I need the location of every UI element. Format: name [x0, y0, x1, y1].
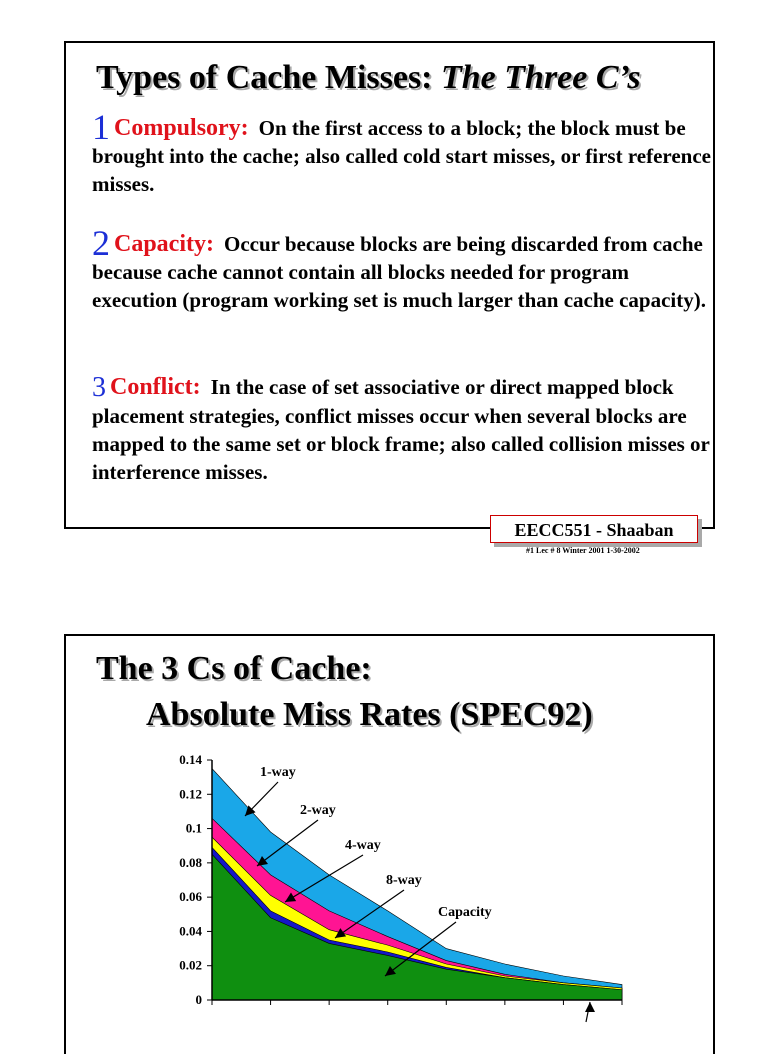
y-tick-label: 0.06 — [179, 889, 202, 905]
y-tick-label: 0 — [195, 992, 202, 1007]
title-main: Types of Cache Misses: — [96, 59, 433, 96]
item-number: 3 — [92, 372, 106, 403]
y-tick-label: 0.12 — [179, 786, 202, 802]
item-number: 1 — [92, 107, 110, 147]
annotation-8-way: 8-way — [386, 873, 422, 888]
item-term: Compulsory: — [114, 115, 249, 141]
slide-types-of-cache-misses — [64, 41, 715, 529]
lecture-footnote: #1 Lec # 8 Winter 2001 1-30-2002 — [526, 546, 640, 555]
compulsory-arrow-head — [585, 1002, 595, 1012]
miss-type-conflict — [92, 373, 712, 486]
annotation-capacity: Capacity — [438, 905, 492, 920]
item-term: Conflict: — [110, 374, 201, 400]
annotation-4-way: 4-way — [345, 838, 381, 853]
y-tick-label: 0.14 — [179, 752, 202, 767]
slide-title — [96, 59, 641, 97]
y-tick-label: 0.1 — [185, 820, 202, 836]
slide-title-line2: Absolute Miss Rates (SPEC92) — [146, 696, 593, 733]
miss-rate-area-chart — [140, 752, 640, 1024]
annotation-2-way: 2-way — [300, 803, 336, 818]
annotation-1-way: 1-way — [260, 765, 296, 780]
y-tick-label: 0.04 — [179, 923, 202, 939]
item-text: In the case of set associative or direct mapped block placement strategies, conflict misses occur when several blocks are mapped to the same set or block frame; also called collision misses or interference misses. — [92, 375, 710, 484]
item-term: Capacity: — [114, 231, 214, 257]
course-badge: EECC551 - Shaaban — [490, 515, 698, 543]
y-tick-label: 0.02 — [179, 957, 202, 973]
item-text: On the first access to a block; the block must be brought into the cache; also called cold start misses, or first reference misses. — [92, 116, 711, 196]
miss-type-capacity — [92, 223, 712, 314]
y-tick-label: 0.08 — [179, 854, 202, 870]
slide-title-line1: The 3 Cs of Cache: — [96, 650, 372, 687]
miss-type-compulsory — [92, 107, 712, 198]
item-text: Occur because blocks are being discarded from cache because cache cannot contain all blocks needed for program execution (program working set is much larger than cache capacity). — [92, 232, 706, 312]
title-italic: The Three C’s — [441, 59, 641, 96]
item-number: 2 — [92, 223, 110, 263]
